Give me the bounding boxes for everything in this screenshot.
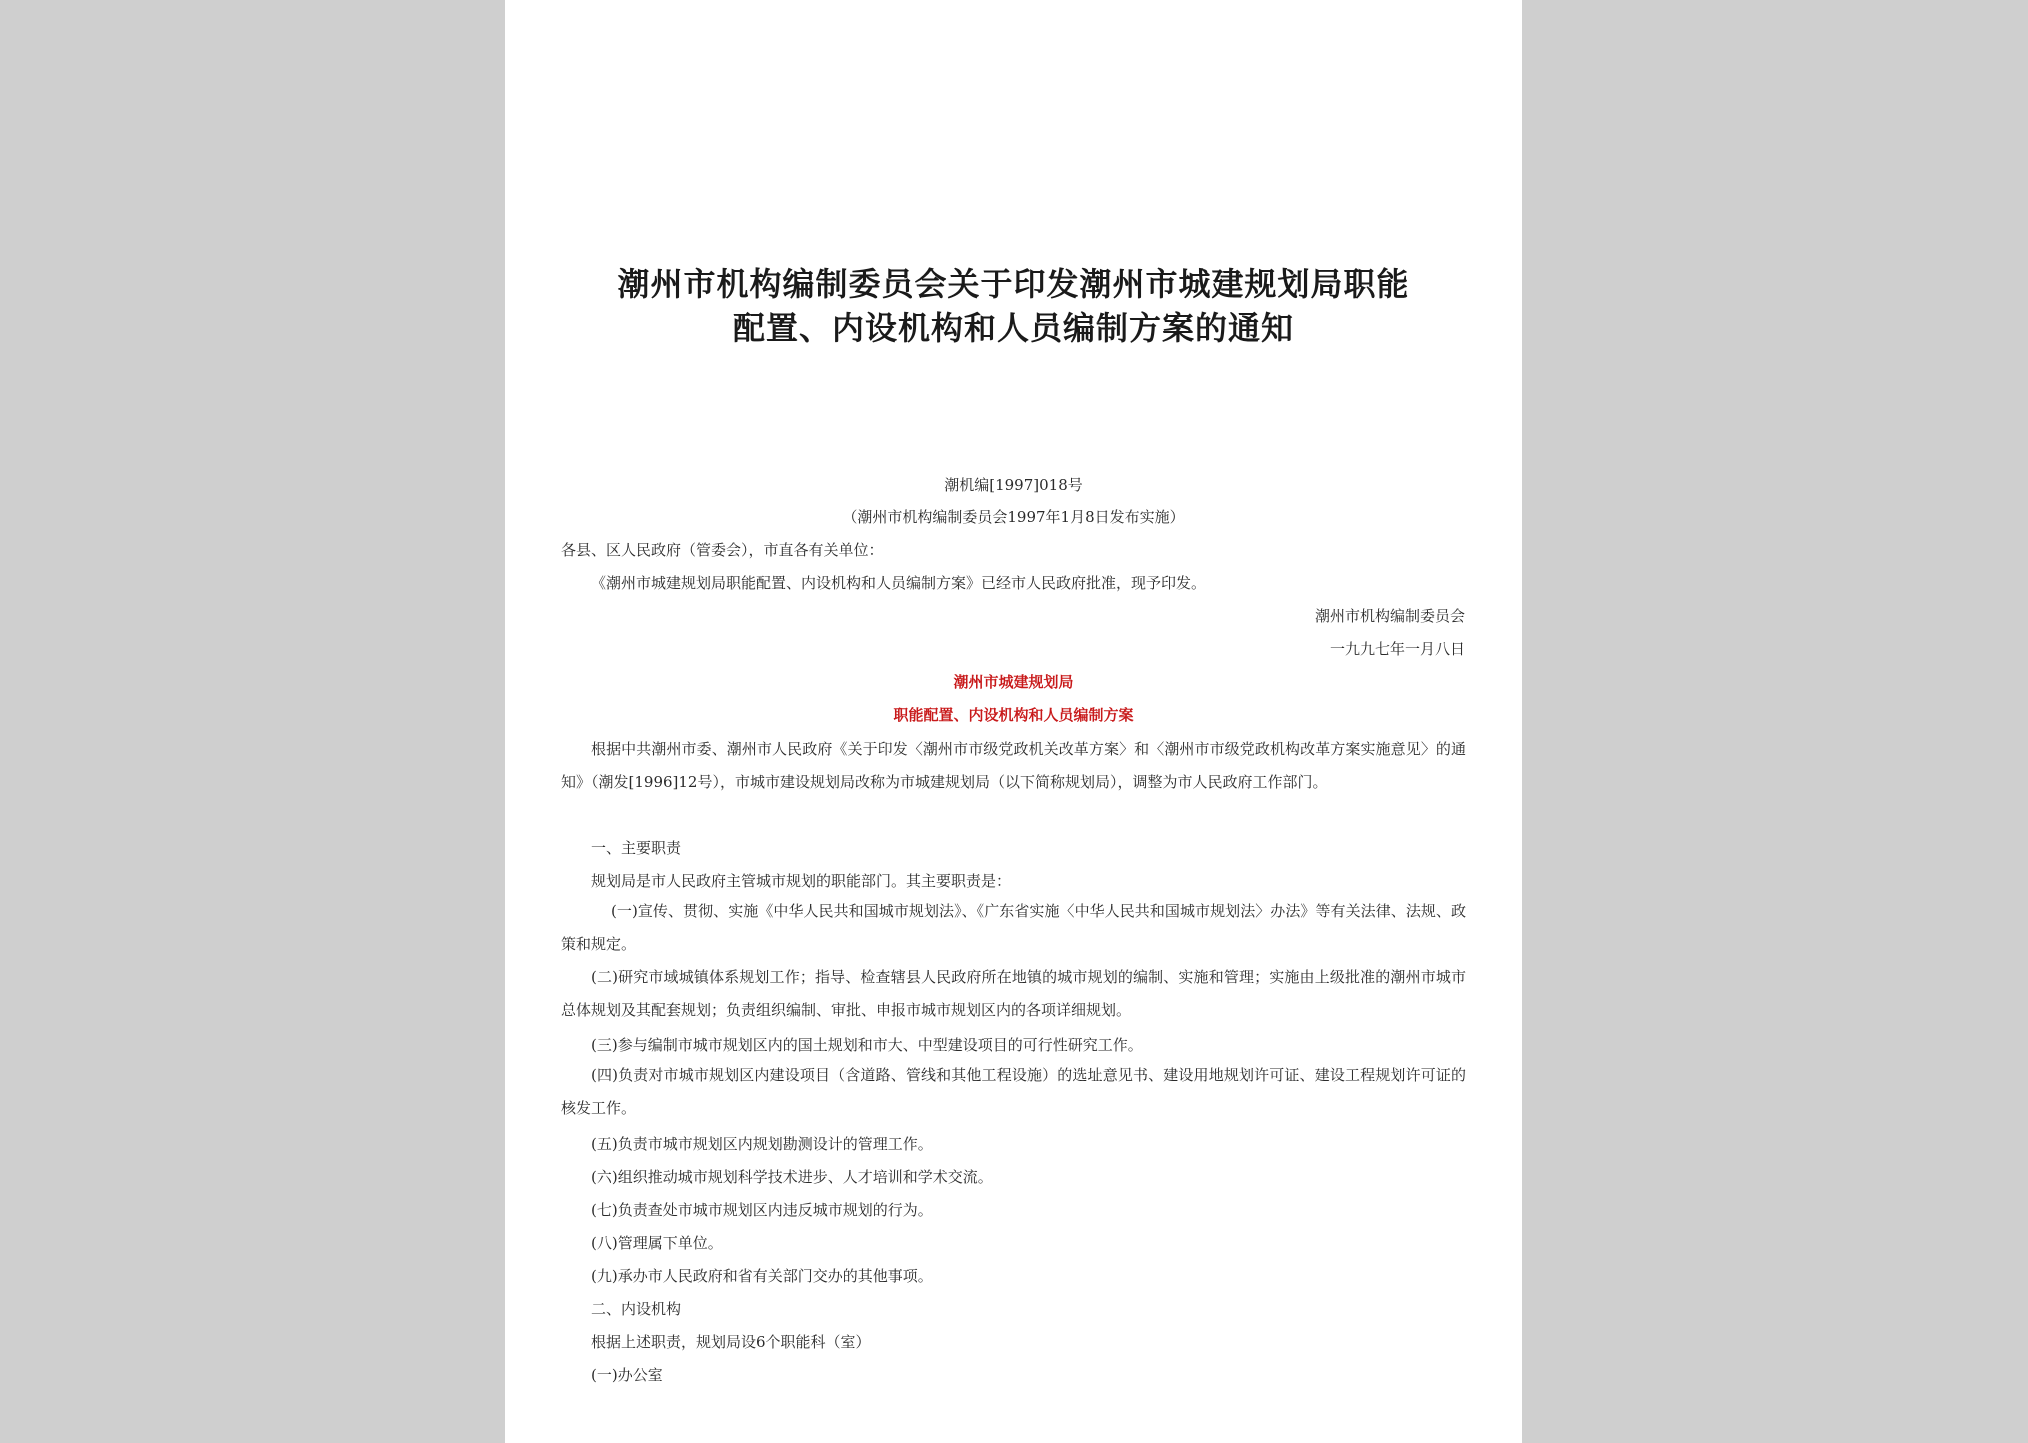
- duty-item-9: (九)承办市人民政府和省有关部门交办的其他事项。: [591, 1267, 933, 1285]
- section-heading-duties: 一、主要职责: [591, 839, 682, 857]
- addressee: 各县、区人民政府（管委会），市直各有关单位：: [561, 541, 884, 559]
- basis-paragraph: 根据中共潮州市委、潮州市人民政府《关于印发〈潮州市市级党政机关改革方案〉和〈潮州市市级党政机构改革方案实施意见〉的通知》（潮发[1996]12号），市城市建设规划局改称为市城建规划局（以下简称规划局），调整为市人民政府工作部门。: [561, 740, 1466, 791]
- title-line-2: 配置、内设机构和人员编制方案的通知: [732, 309, 1294, 347]
- signature: 潮州市机构编制委员会: [1314, 607, 1465, 625]
- duty-item-7: (七)负责查处市城市规划区内违反城市规划的行为。: [591, 1201, 933, 1219]
- duty-item-4: (四)负责对市城市规划区内建设项目（含道路、管线和其他工程设施）的选址意见书、建设用地规划许可证、建设工程规划许可证的核发工作。: [561, 1066, 1466, 1117]
- duty-item-8: (八)管理属下单位。: [591, 1234, 723, 1252]
- duty-item-6: (六)组织推动城市规划科学技术进步、人才培训和学术交流。: [591, 1168, 993, 1186]
- intro-paragraph: 《潮州市城建规划局职能配置、内设机构和人员编制方案》已经市人民政府批准，现予印发。: [591, 574, 1207, 592]
- section-heading-structure: 二、内设机构: [591, 1300, 682, 1318]
- duty-item-2: (二)研究市域城镇体系规划工作；指导、检查辖县人民政府所在地镇的城市规划的编制、实施和管理；实施由上级批准的潮州市城市总体规划及其配套规划；负责组织编制、审批、申报市城市规划区内的各项详细规划。: [561, 968, 1466, 1019]
- issue-note: （潮州市机构编制委员会1997年1月8日发布实施）: [842, 508, 1185, 526]
- red-heading-bureau: 潮州市城建规划局: [953, 673, 1074, 691]
- document-title: [545, 262, 1482, 350]
- title-line-1: 潮州市机构编制委员会关于印发潮州市城建规划局职能: [617, 265, 1410, 303]
- structure-lead: 根据上述职责，规划局设6个职能科（室）: [591, 1333, 871, 1351]
- doc-number: 潮机编[1997]018号: [944, 476, 1083, 494]
- duty-item-1: (一)宣传、贯彻、实施《中华人民共和国城市规划法》、《广东省实施〈中华人民共和国城市规划法〉办法》等有关法律、法规、政策和规定。: [561, 902, 1466, 953]
- document-page: [505, 0, 1522, 1443]
- duty-item-3: (三)参与编制市城市规划区内的国土规划和市大、中型建设项目的可行性研究工作。: [591, 1036, 1143, 1054]
- red-heading-plan: 职能配置、内设机构和人员编制方案: [893, 706, 1134, 724]
- duties-lead: 规划局是市人民政府主管城市规划的职能部门。其主要职责是：: [591, 872, 1012, 890]
- signature-date: 一九九七年一月八日: [1329, 640, 1465, 658]
- duty-item-5: (五)负责市城市规划区内规划勘测设计的管理工作。: [591, 1135, 933, 1153]
- office-item-1: (一)办公室: [591, 1366, 663, 1384]
